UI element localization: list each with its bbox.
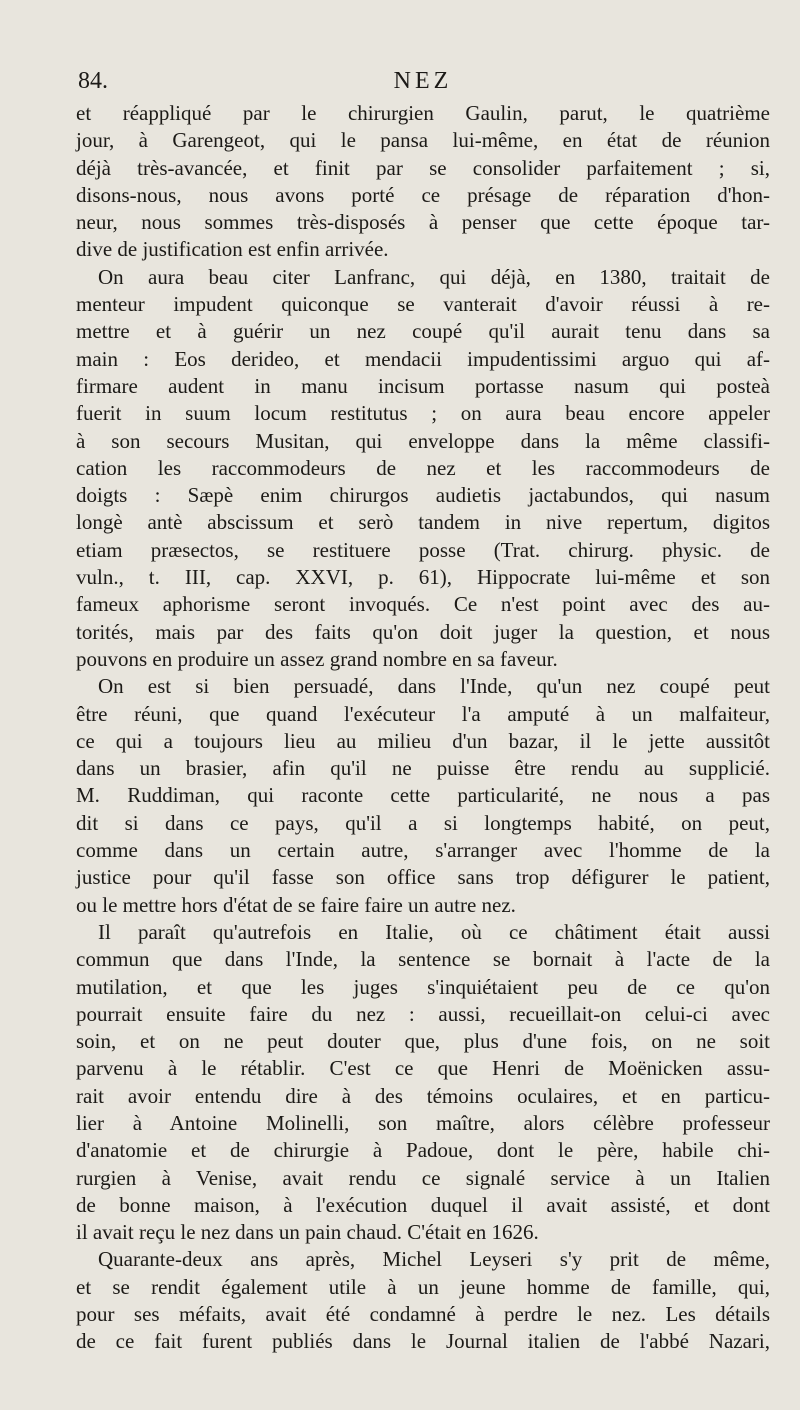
- body-text: [76, 100, 770, 1356]
- text-line: fameux aphorisme seront invoqués. Ce n'est point avec des au-: [76, 592, 770, 617]
- text-line: commun que dans l'Inde, la sentence se bornait à l'acte de la: [76, 947, 770, 972]
- text-line: M. Ruddiman, qui raconte cette particularité, ne nous a pas: [76, 783, 770, 808]
- text-line: On aura beau citer Lanfranc, qui déjà, en 1380, traitait de: [98, 264, 770, 289]
- text-line: mutilation, et que les juges s'inquiétaient peu de ce qu'on: [76, 974, 770, 999]
- text-line: pouvons en produire un assez grand nombre en sa faveur.: [76, 646, 558, 671]
- text-line: ce qui a toujours lieu au milieu d'un bazar, il le jette aussitôt: [76, 728, 770, 753]
- text-line: On est si bien persuadé, dans l'Inde, qu'un nez coupé peut: [98, 674, 770, 699]
- page-number: 84.: [78, 68, 108, 94]
- text-line: rurgien à Venise, avait rendu ce signalé service à un Italien: [76, 1165, 770, 1190]
- text-line: cation les raccommodeurs de nez et les raccommodeurs de: [76, 455, 770, 480]
- text-line: pourrait ensuite faire du nez : aussi, recueillait-on celui-ci avec: [76, 1001, 770, 1026]
- text-line: main : Eos derideo, et mendacii impudentissimi arguo qui af-: [76, 346, 770, 371]
- text-line: dit si dans ce pays, qu'il a si longtemps habité, on peut,: [76, 810, 770, 835]
- text-line: et réappliqué par le chirurgien Gaulin, parut, le quatrième: [76, 101, 770, 125]
- text-line: fuerit in suum locum restitutus ; on aura beau encore appeler: [76, 401, 770, 426]
- text-line: parvenu à le rétablir. C'est ce que Henri de Moënicken assu-: [76, 1056, 770, 1081]
- text-line: à son secours Musitan, qui enveloppe dans la même classifi-: [76, 428, 770, 453]
- text-line: firmare audent in manu incisum portasse nasum qui posteà: [76, 373, 770, 398]
- text-line: il avait reçu le nez dans un pain chaud. C'était en 1626.: [76, 1220, 539, 1245]
- text-line: de bonne maison, à l'exécution duquel il avait assisté, et dont: [76, 1192, 770, 1217]
- text-line: lier à Antoine Molinelli, son maître, alors célèbre professeur: [76, 1110, 770, 1135]
- text-line: déjà très-avancée, et finit par se consolider parfaitement ; si,: [76, 155, 770, 180]
- text-line: de ce fait furent publiés dans le Journal italien de l'abbé Nazari,: [76, 1329, 770, 1354]
- text-line: d'anatomie et de chirurgie à Padoue, dont le père, habile chi-: [76, 1138, 770, 1163]
- text-line: doigts : Sæpè enim chirurgos audietis jactabundos, qui nasum: [76, 483, 770, 508]
- text-line: justice pour qu'il fasse son office sans trop défigurer le patient,: [76, 865, 770, 890]
- text-line: vuln., t. III, cap. XXVI, p. 61), Hippocrate lui-même et son: [76, 565, 770, 590]
- text-line: dans un brasier, afin qu'il ne puisse être rendu au supplicié.: [76, 756, 770, 781]
- text-line: dive de justification est enfin arrivée.: [76, 237, 389, 262]
- text-line: menteur impudent quiconque se vanterait d'avoir réussi à re-: [76, 292, 770, 317]
- text-line: mettre et à guérir un nez coupé qu'il aurait tenu dans sa: [76, 319, 770, 344]
- text-line: rait avoir entendu dire à des témoins oculaires, et en particu-: [76, 1083, 770, 1108]
- text-line: Quarante-deux ans après, Michel Leyseri s'y prit de même,: [98, 1247, 770, 1272]
- text-line: pour ses méfaits, avait été condamné à perdre le nez. Les détails: [76, 1302, 770, 1327]
- text-line: disons-nous, nous avons porté ce présage de réparation d'hon-: [76, 182, 770, 207]
- text-line: longè antè abscissum et serò tandem in nive repertum, digitos: [76, 510, 770, 535]
- text-line: comme dans un certain autre, s'arranger avec l'homme de la: [76, 838, 770, 863]
- text-line: torités, mais par des faits qu'on doit juger la question, et nous: [76, 619, 770, 644]
- running-head: NEZ: [393, 68, 453, 94]
- text-line: et se rendit également utile à un jeune homme de famille, qui,: [76, 1274, 770, 1299]
- page-header: [78, 68, 768, 102]
- text-line: soin, et on ne peut douter que, plus d'une fois, on ne soit: [76, 1029, 770, 1054]
- text-line: jour, à Garengeot, qui le pansa lui-même, en état de réunion: [76, 128, 770, 153]
- text-line: être réuni, que quand l'exécuteur l'a amputé à un malfaiteur,: [76, 701, 770, 726]
- text-line: neur, nous sommes très-disposés à penser que cette époque tar-: [76, 210, 770, 235]
- text-line: etiam præsectos, se restituere posse (Trat. chirurg. physic. de: [76, 537, 770, 562]
- text-line: Il paraît qu'autrefois en Italie, où ce châtiment était aussi: [98, 919, 770, 944]
- text-line: ou le mettre hors d'état de se faire faire un autre nez.: [76, 892, 516, 917]
